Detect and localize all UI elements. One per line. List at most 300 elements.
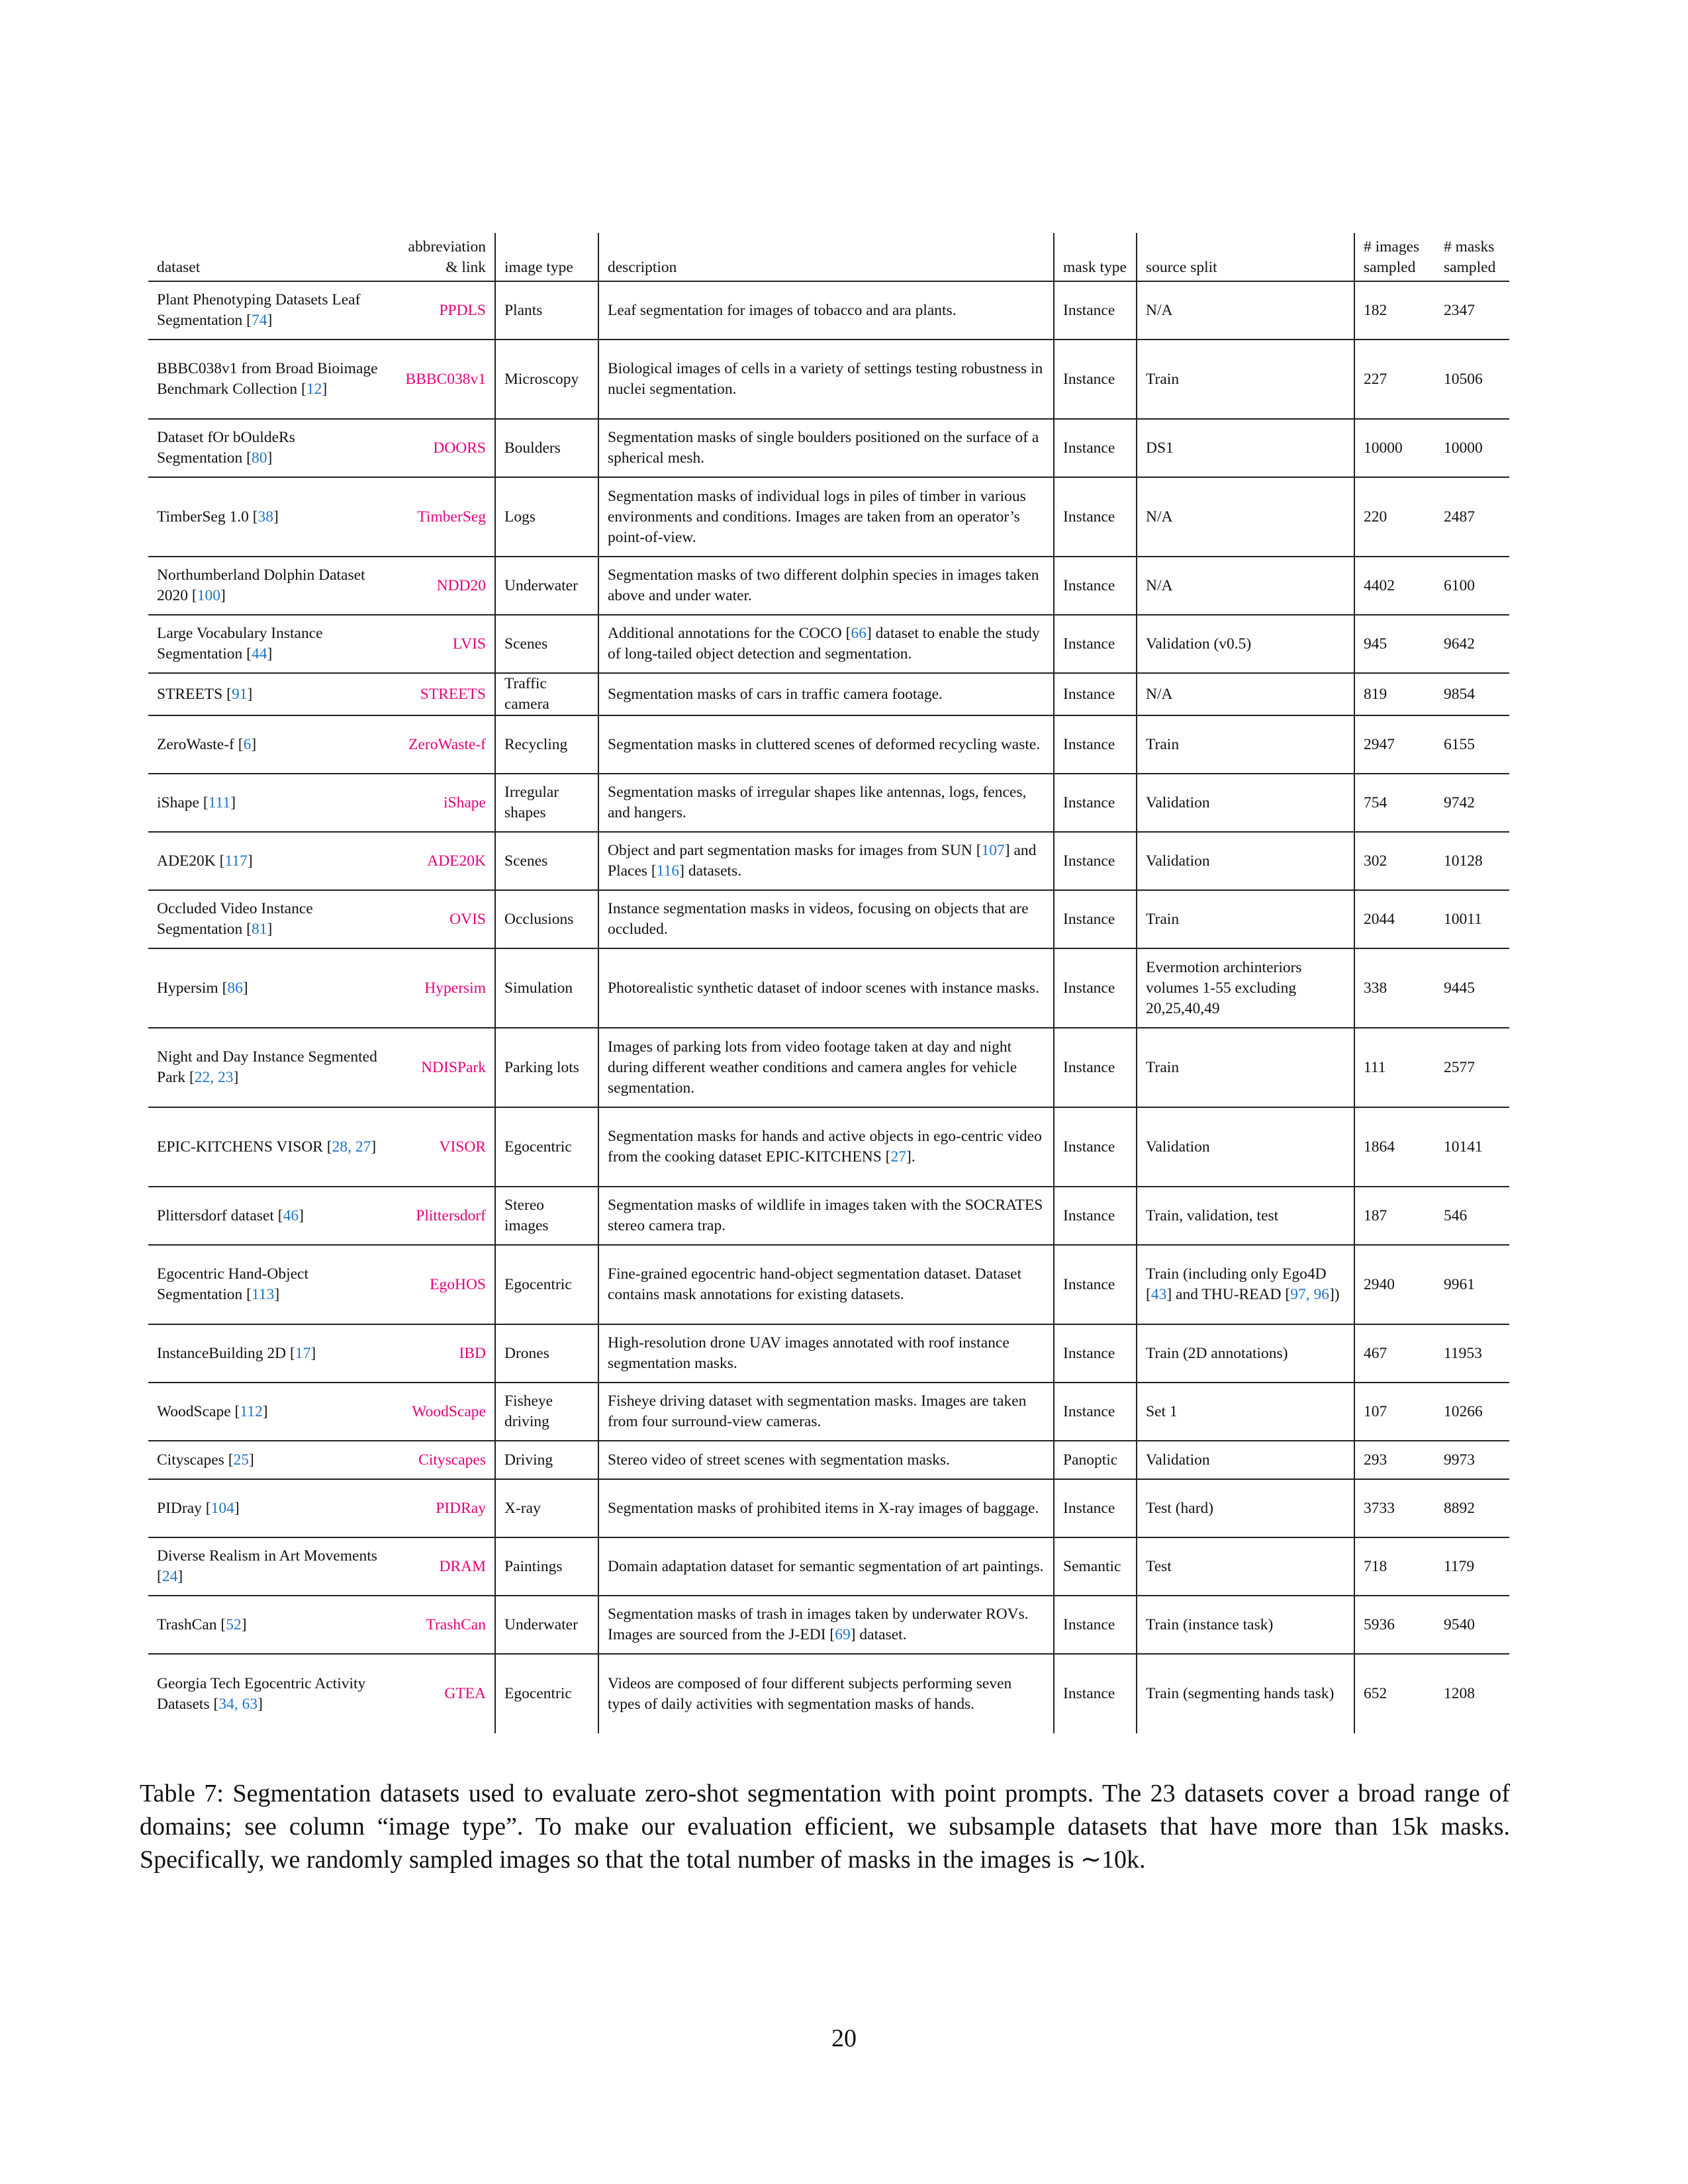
description-cell (598, 1187, 1054, 1245)
dataset-abbreviation-link[interactable]: NDD20 (436, 576, 486, 594)
dataset-abbreviation-link[interactable]: OVIS (449, 910, 486, 928)
image-type: Recycling (504, 735, 568, 753)
dataset-name-cell: Egocentric Hand-Object Segmentation [113] (157, 1265, 309, 1303)
images-sampled: 2044 (1364, 910, 1395, 928)
description-cell (598, 832, 1054, 890)
mask-type-cell (1054, 1537, 1137, 1596)
image-type-cell (495, 715, 598, 774)
image-type: Simulation (504, 979, 573, 997)
source-split: Evermotion archinteriors volumes 1-55 excluding 20,25,40,49 (1146, 958, 1302, 1017)
dataset-abbreviation-link[interactable]: Hypersim (424, 979, 486, 997)
image-type-cell (495, 1028, 598, 1107)
page-number: 20 (831, 2025, 857, 2052)
images-sampled: 467 (1364, 1344, 1387, 1362)
masks-sampled-cell (1435, 1187, 1509, 1245)
masks-sampled: 2577 (1444, 1058, 1475, 1076)
citation-link[interactable]: 117 (224, 852, 248, 870)
images-sampled: 3733 (1364, 1499, 1395, 1517)
source-split: Validation (1146, 852, 1210, 870)
citation-link[interactable]: 113 (251, 1286, 275, 1303)
abbreviation-cell (387, 477, 495, 557)
description-text: Stereo video of street scenes with segmentation masks. (608, 1451, 950, 1469)
masks-sampled-cell (1435, 1383, 1509, 1441)
abbreviation-cell (387, 1245, 495, 1324)
masks-sampled-cell (1435, 1107, 1509, 1187)
mask-type-cell (1054, 774, 1137, 832)
text-segment: ]) (1329, 1286, 1340, 1303)
mask-type-cell (1054, 673, 1137, 715)
dataset-name: ZeroWaste-f (157, 735, 234, 753)
table-row (148, 1537, 1509, 1596)
mask-type: Instance (1063, 370, 1115, 388)
citation-link[interactable]: 91 (231, 685, 248, 703)
dataset-name-cell: STREETS [91] (157, 685, 253, 703)
abbreviation-cell (387, 1596, 495, 1654)
images-sampled-cell (1354, 774, 1435, 832)
citation-link[interactable]: 17 (295, 1344, 311, 1362)
dataset-abbreviation-link[interactable]: iShape (444, 794, 486, 811)
mask-type-cell (1054, 615, 1137, 673)
description-text: Segmentation masks of prohibited items in X-ray images of baggage. (608, 1499, 1039, 1517)
masks-sampled-cell (1435, 477, 1509, 557)
citation-link[interactable]: 107 (981, 842, 1005, 859)
table-row (148, 281, 1509, 340)
dataset-abbreviation-link[interactable]: Cityscapes (418, 1451, 486, 1469)
abbreviation-cell (387, 774, 495, 832)
mask-type: Instance (1063, 794, 1115, 811)
images-sampled-cell (1354, 1654, 1435, 1733)
col-header-mask-type: mask type (1054, 233, 1137, 281)
description-cell (598, 1537, 1054, 1596)
text-segment: Additional annotations for the COCO [ (608, 625, 851, 642)
image-type: Plants (504, 301, 543, 319)
source-split: Train (1146, 1058, 1180, 1076)
dataset-abbreviation-link[interactable]: NDISPark (421, 1058, 486, 1076)
dataset-name-cell: EPIC-KITCHENS VISOR [28, 27] (157, 1138, 377, 1156)
abbreviation-cell (387, 1479, 495, 1537)
dataset-abbreviation-link[interactable]: STREETS (420, 685, 486, 703)
dataset-name-cell: Plittersdorf dataset [46] (157, 1206, 304, 1224)
citation-link[interactable]: 27 (890, 1148, 906, 1165)
abbreviation-cell (387, 1537, 495, 1596)
image-type: Underwater (504, 1615, 578, 1633)
image-type-cell (495, 477, 598, 557)
table-row (148, 1107, 1509, 1187)
dataset-abbreviation-link[interactable]: TrashCan (426, 1615, 486, 1633)
image-type: Occlusions (504, 910, 574, 928)
mask-type: Instance (1063, 439, 1115, 457)
dataset-name: Night and Day Instance Segmented Park (157, 1048, 377, 1086)
source-split: Set 1 (1146, 1402, 1178, 1420)
mask-type: Instance (1063, 301, 1115, 319)
dataset-abbreviation-link[interactable]: PIDRay (436, 1499, 486, 1517)
citation-link[interactable]: 44 (251, 645, 267, 662)
description-cell (598, 340, 1054, 419)
citation-link[interactable]: 46 (283, 1206, 299, 1224)
mask-type-cell (1054, 890, 1137, 948)
description-cell (598, 281, 1054, 340)
masks-sampled-cell (1435, 890, 1509, 948)
image-type: Egocentric (504, 1275, 572, 1293)
image-type-cell (495, 673, 598, 715)
images-sampled: 293 (1364, 1451, 1387, 1469)
citation-link[interactable]: 24 (162, 1568, 178, 1585)
mask-type: Instance (1063, 910, 1115, 928)
images-sampled: 2940 (1364, 1275, 1395, 1293)
dataset-name-cell: InstanceBuilding 2D [17] (157, 1344, 316, 1362)
image-type: Logs (504, 508, 536, 525)
source-split: DS1 (1146, 439, 1174, 457)
text-segment: Object and part segmentation masks for images from SUN [ (608, 842, 982, 859)
table-row (148, 1187, 1509, 1245)
citation-link[interactable]: 52 (226, 1615, 242, 1633)
datasets-table (148, 233, 1509, 1733)
image-type: Boulders (504, 439, 561, 457)
dataset-name: iShape (157, 794, 199, 811)
source-split-cell (1137, 557, 1354, 615)
image-type: Traffic camera (504, 675, 549, 713)
abbreviation-cell (387, 673, 495, 715)
source-split: N/A (1146, 576, 1173, 594)
masks-sampled: 8892 (1444, 1499, 1475, 1517)
mask-type-cell (1054, 1479, 1137, 1537)
mask-type: Instance (1063, 576, 1115, 594)
mask-type-cell (1054, 1245, 1137, 1324)
masks-sampled-cell (1435, 832, 1509, 890)
images-sampled-cell (1354, 557, 1435, 615)
description-text: Fisheye driving dataset with segmentation masks. Images are taken from four surround-view cameras. (608, 1392, 1027, 1430)
description-text: Instance segmentation masks in videos, focusing on objects that are occluded. (608, 900, 1029, 938)
image-type: Paintings (504, 1557, 563, 1575)
image-type-cell (495, 1479, 598, 1537)
abbreviation-cell (387, 948, 495, 1028)
image-type: Egocentric (504, 1138, 572, 1156)
mask-type-cell (1054, 419, 1137, 477)
col-header-abbreviation: abbreviation & link (387, 233, 495, 281)
masks-sampled-cell (1435, 1654, 1509, 1733)
dataset-abbreviation-link[interactable]: WoodScape (412, 1402, 486, 1420)
masks-sampled: 2347 (1444, 301, 1475, 319)
table-row (148, 477, 1509, 557)
masks-sampled-cell (1435, 557, 1509, 615)
citation-link[interactable]: 38 (258, 508, 274, 525)
mask-type: Semantic (1063, 1557, 1121, 1575)
image-type-cell (495, 1596, 598, 1654)
images-sampled: 945 (1364, 635, 1387, 653)
table-row (148, 1324, 1509, 1383)
dataset-abbreviation-link[interactable]: GTEA (444, 1685, 486, 1702)
citation-link[interactable]: 69 (835, 1626, 851, 1643)
abbreviation-cell (387, 419, 495, 477)
masks-sampled-cell (1435, 715, 1509, 774)
table-header-row (148, 233, 1509, 281)
images-sampled: 652 (1364, 1685, 1387, 1702)
dataset-abbreviation-link[interactable]: EgoHOS (430, 1275, 486, 1293)
mask-type-cell (1054, 477, 1137, 557)
text-segment: ] dataset. (850, 1626, 907, 1643)
table-row (148, 832, 1509, 890)
citation-link[interactable]: 100 (197, 587, 220, 604)
mask-type-cell (1054, 281, 1137, 340)
text-segment: Segmentation masks of trash in images taken by underwater ROVs. Images are sourced from the J-EDI [ (608, 1606, 1029, 1643)
source-split: Train (instance task) (1146, 1615, 1274, 1633)
mask-type: Instance (1063, 1685, 1115, 1702)
description-cell (598, 557, 1054, 615)
citation-link[interactable]: 43 (1150, 1286, 1167, 1303)
mask-type-cell (1054, 1654, 1137, 1733)
dataset-name: Plant Phenotyping Datasets Leaf Segmentation (157, 291, 361, 329)
source-split-cell (1137, 774, 1354, 832)
source-split-cell (1137, 615, 1354, 673)
source-split-cell (1137, 281, 1354, 340)
table-row (148, 1028, 1509, 1107)
source-split-cell (1137, 1245, 1354, 1324)
mask-type: Instance (1063, 685, 1115, 703)
dataset-name-cell: TrashCan [52] (157, 1615, 247, 1633)
description-text: Segmentation masks of two different dolphin species in images taken above and under water. (608, 567, 1039, 604)
table-row (148, 1479, 1509, 1537)
description-cell (598, 673, 1054, 715)
citation-link[interactable]: 28, 27 (332, 1138, 371, 1156)
image-type: X-ray (504, 1499, 541, 1517)
masks-sampled-cell (1435, 1441, 1509, 1479)
dataset-name: ADE20K (157, 852, 216, 870)
citation-link[interactable]: 81 (251, 921, 267, 938)
image-type: Stereo images (504, 1197, 549, 1234)
images-sampled-cell (1354, 1245, 1435, 1324)
text-segment: Segmentation masks for hands and active objects in ego-centric video from the cooking dataset EPIC-KITCHENS [ (608, 1128, 1042, 1165)
source-split-cell (1137, 1654, 1354, 1733)
masks-sampled: 9540 (1444, 1615, 1475, 1633)
table-row (148, 715, 1509, 774)
citation-link[interactable]: 66 (851, 625, 867, 642)
masks-sampled-cell (1435, 673, 1509, 715)
dataset-abbreviation-link[interactable]: BBBC038v1 (405, 370, 486, 388)
image-type: Drones (504, 1344, 549, 1362)
images-sampled: 10000 (1364, 439, 1403, 457)
description-text: Segmentation masks of single boulders positioned on the surface of a spherical mesh. (608, 429, 1039, 467)
source-split: Train, validation, test (1146, 1206, 1279, 1224)
dataset-name-cell: ZeroWaste-f [6] (157, 735, 257, 753)
dataset-name-cell: Large Vocabulary Instance Segmentation [44] (157, 625, 323, 662)
col-header-image-type: image type (495, 233, 598, 281)
dataset-name-cell: Diverse Realism in Art Movements [24] (157, 1547, 377, 1585)
description-text: Fine-grained egocentric hand-object segmentation dataset. Dataset contains mask annotations for existing datasets. (608, 1265, 1022, 1303)
mask-type: Instance (1063, 1275, 1115, 1293)
dataset-name: Dataset fOr bOuldeRs Segmentation (157, 429, 295, 467)
dataset-abbreviation-link[interactable]: DOORS (433, 439, 486, 457)
mask-type: Instance (1063, 1058, 1115, 1076)
images-sampled: 302 (1364, 852, 1387, 870)
citation-link[interactable]: 12 (306, 381, 322, 398)
dataset-abbreviation-link[interactable]: Plittersdorf (416, 1206, 486, 1224)
table-row (148, 948, 1509, 1028)
citation-link[interactable]: 34, 63 (218, 1695, 258, 1713)
description-text: Leaf segmentation for images of tobacco and ara plants. (608, 301, 957, 319)
description-text: Images of parking lots from video footage taken at day and night during different weather conditions and camera angles for vehicle segmentation. (608, 1038, 1017, 1097)
table-row (148, 615, 1509, 673)
source-split: Validation (v0.5) (1146, 635, 1252, 653)
description-cell (598, 774, 1054, 832)
images-sampled: 819 (1364, 685, 1387, 703)
description-cell (598, 615, 1054, 673)
image-type: Parking lots (504, 1058, 579, 1076)
source-split: Validation (1146, 1451, 1210, 1469)
source-split: Train (2D annotations) (1146, 1344, 1288, 1362)
dataset-abbreviation-link[interactable]: TimberSeg (417, 508, 486, 525)
masks-sampled-cell (1435, 615, 1509, 673)
images-sampled-cell (1354, 1107, 1435, 1187)
image-type-cell (495, 340, 598, 419)
image-type: Underwater (504, 576, 578, 594)
dataset-abbreviation-link[interactable]: ADE20K (427, 852, 486, 870)
description-cell (598, 1479, 1054, 1537)
source-split: N/A (1146, 685, 1173, 703)
description-cell (598, 1245, 1054, 1324)
masks-sampled: 9961 (1444, 1275, 1475, 1293)
source-split: N/A (1146, 301, 1173, 319)
table-row (148, 340, 1509, 419)
abbreviation-cell (387, 340, 495, 419)
description-cell (598, 1596, 1054, 1654)
description-cell (598, 948, 1054, 1028)
dataset-abbreviation-link[interactable]: LVIS (452, 635, 486, 653)
source-split-cell (1137, 419, 1354, 477)
dataset-abbreviation-link[interactable]: VISOR (439, 1138, 486, 1156)
col-header-source-split: source split (1137, 233, 1354, 281)
mask-type: Instance (1063, 1402, 1115, 1420)
text-segment: ] dataset to enable the study of long-tailed object detection and segmentation. (608, 625, 1040, 662)
dataset-name-cell: Georgia Tech Egocentric Activity Datasets [34, 63] (157, 1674, 366, 1713)
citation-link[interactable]: 104 (211, 1499, 234, 1517)
description-text: Segmentation masks of cars in traffic camera footage. (608, 685, 943, 703)
source-split-cell (1137, 1187, 1354, 1245)
source-split: N/A (1146, 508, 1173, 525)
dataset-abbreviation-link[interactable]: IBD (459, 1344, 486, 1362)
table-row (148, 1654, 1509, 1733)
description-text: Domain adaptation dataset for semantic segmentation of art paintings. (608, 1557, 1044, 1575)
dataset-abbreviation-link[interactable]: PPDLS (439, 301, 486, 319)
dataset-name: BBBC038v1 from Broad Bioimage Benchmark Collection (157, 360, 378, 398)
table-row (148, 1245, 1509, 1324)
images-sampled: 187 (1364, 1206, 1387, 1224)
masks-sampled-cell (1435, 1324, 1509, 1383)
masks-sampled: 6100 (1444, 576, 1475, 594)
dataset-name: Georgia Tech Egocentric Activity Datasets (157, 1674, 366, 1713)
masks-sampled: 9854 (1444, 685, 1475, 703)
images-sampled-cell (1354, 890, 1435, 948)
citation-link[interactable]: 74 (251, 312, 267, 329)
masks-sampled-cell (1435, 419, 1509, 477)
description-text: Photorealistic synthetic dataset of indoor scenes with instance masks. (608, 979, 1039, 997)
source-split: Train (segmenting hands task) (1146, 1685, 1335, 1702)
source-split: Train (1146, 370, 1180, 388)
dataset-name: Occluded Video Instance Segmentation (157, 900, 313, 938)
source-split-cell (1137, 1441, 1354, 1479)
description-cell (598, 715, 1054, 774)
image-type: Scenes (504, 852, 548, 870)
dataset-name-cell: Occluded Video Instance Segmentation [81] (157, 900, 313, 938)
images-sampled-cell (1354, 1479, 1435, 1537)
table-row (148, 1596, 1509, 1654)
citation-link[interactable]: 6 (243, 735, 252, 753)
text-segment: Train (including only Ego4D [ (1146, 1265, 1327, 1303)
description-text: Videos are composed of four different subjects performing seven types of daily activities with segmentation masks of hands. (608, 1674, 1012, 1713)
dataset-name: Hypersim (157, 979, 218, 997)
citation-link[interactable]: 97, 96 (1290, 1286, 1329, 1303)
images-sampled-cell (1354, 1383, 1435, 1441)
dataset-name-cell: Cityscapes [25] (157, 1451, 254, 1469)
mask-type-cell (1054, 1028, 1137, 1107)
images-sampled-cell (1354, 1028, 1435, 1107)
source-split-cell (1137, 477, 1354, 557)
masks-sampled-cell (1435, 1245, 1509, 1324)
mask-type: Instance (1063, 635, 1115, 653)
text-segment: ]. (906, 1148, 915, 1165)
description-cell (598, 419, 1054, 477)
masks-sampled: 2487 (1444, 508, 1475, 525)
image-type-cell (495, 1654, 598, 1733)
citation-link[interactable]: 86 (227, 979, 243, 997)
image-type: Scenes (504, 635, 548, 653)
dataset-abbreviation-link[interactable]: DRAM (439, 1557, 486, 1575)
description-text: High-resolution drone UAV images annotated with roof instance segmentation masks. (608, 1334, 1009, 1372)
dataset-name: InstanceBuilding 2D (157, 1344, 287, 1362)
images-sampled-cell (1354, 948, 1435, 1028)
images-sampled-cell (1354, 1537, 1435, 1596)
citation-link[interactable]: 116 (656, 862, 680, 880)
description-cell (598, 477, 1054, 557)
citation-link[interactable]: 80 (251, 449, 267, 467)
source-split-cell (1137, 1028, 1354, 1107)
abbreviation-cell (387, 1383, 495, 1441)
citation-link[interactable]: 25 (233, 1451, 250, 1469)
images-sampled: 754 (1364, 794, 1387, 811)
dataset-name-cell: WoodScape [112] (157, 1402, 268, 1420)
col-header-dataset: dataset (157, 259, 201, 276)
images-sampled-cell (1354, 281, 1435, 340)
mask-type: Instance (1063, 1615, 1115, 1633)
mask-type: Instance (1063, 979, 1115, 997)
table-caption: Table 7: Segmentation datasets used to evaluate zero-shot segmentation with point prompts. The 23 datasets cover a broad range of domains; see column “image type”. To make our evaluation efficient, we subsample datasets that have more than 15k masks. Specifically, we randomly sampled images so that the total number of masks in the images is ∼10k. (140, 1780, 1510, 1874)
col-header-images-sampled: # images sampled (1364, 238, 1420, 276)
image-type-cell (495, 1324, 598, 1383)
images-sampled-cell (1354, 673, 1435, 715)
dataset-name: EPIC-KITCHENS VISOR (157, 1138, 323, 1156)
mask-type: Instance (1063, 1499, 1115, 1517)
dataset-abbreviation-link[interactable]: ZeroWaste-f (408, 735, 486, 753)
images-sampled: 718 (1364, 1557, 1387, 1575)
image-type: Driving (504, 1451, 553, 1469)
masks-sampled: 6155 (1444, 735, 1475, 753)
source-split-cell (1137, 890, 1354, 948)
source-split-cell (1137, 1383, 1354, 1441)
citation-link[interactable]: 22, 23 (194, 1069, 234, 1086)
text-segment: ] and THU-READ [ (1166, 1286, 1291, 1303)
source-split: Train (1146, 735, 1180, 753)
citation-link[interactable]: 111 (208, 794, 231, 811)
images-sampled-cell (1354, 832, 1435, 890)
table-row (148, 1441, 1509, 1479)
source-split-cell (1137, 1479, 1354, 1537)
masks-sampled: 10011 (1444, 910, 1482, 928)
image-type: Microscopy (504, 370, 579, 388)
citation-link[interactable]: 112 (240, 1402, 263, 1420)
dataset-name: STREETS (157, 685, 223, 703)
source-split-cell (1137, 1107, 1354, 1187)
description-cell (598, 1107, 1054, 1187)
dataset-name-cell: Northumberland Dolphin Dataset 2020 [100] (157, 567, 365, 604)
